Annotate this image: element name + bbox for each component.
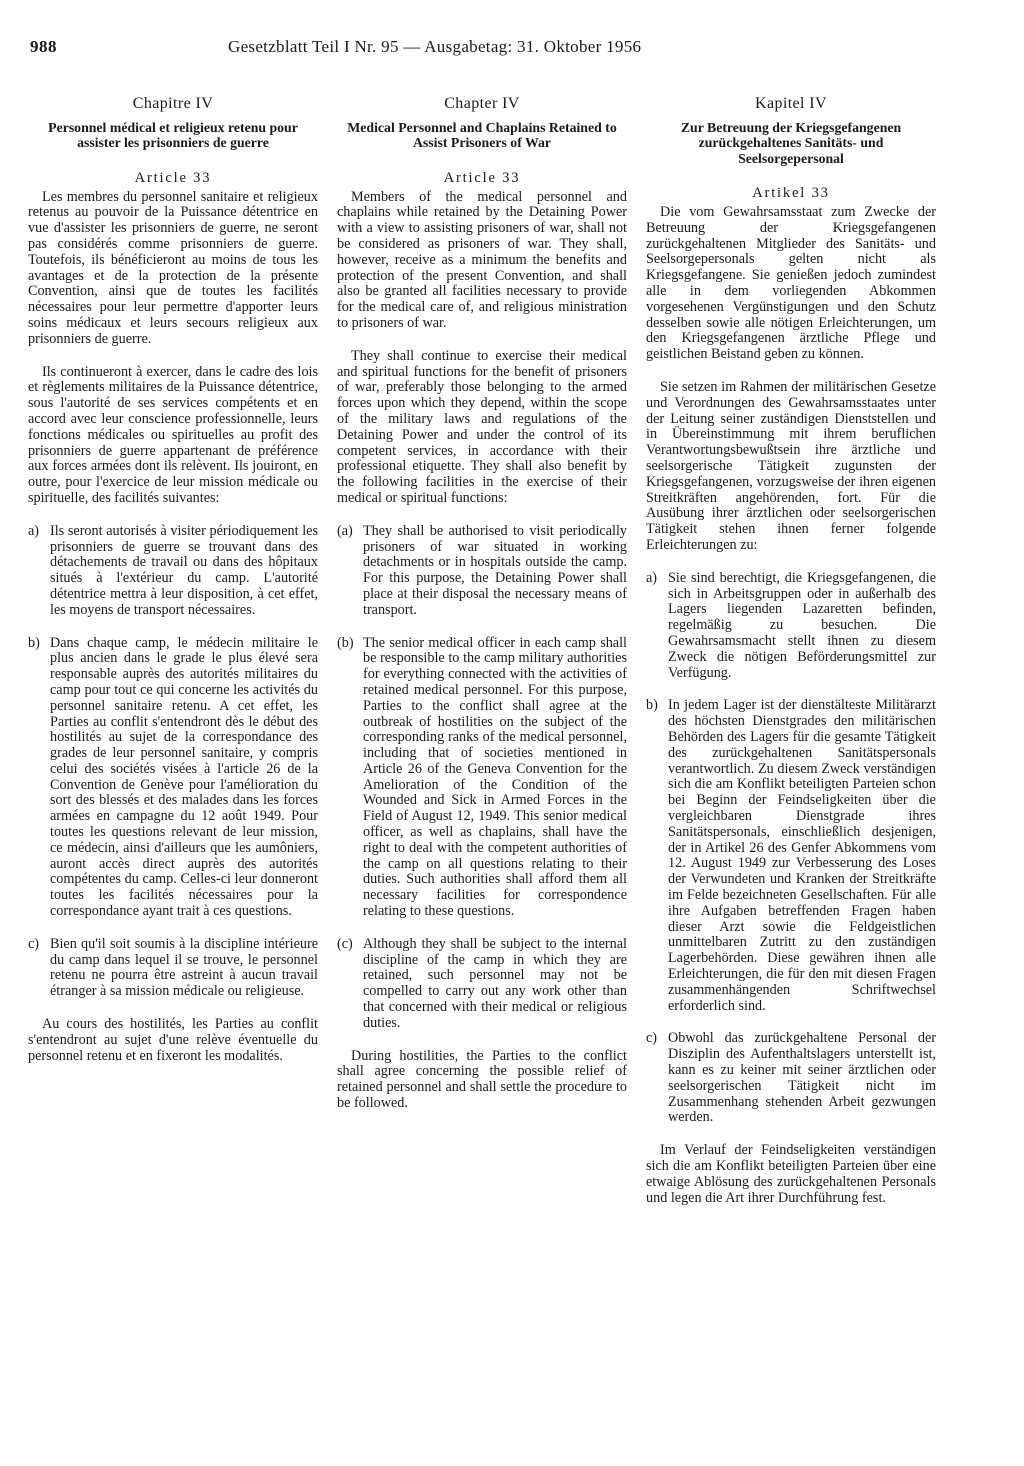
item-label: b) [28, 634, 40, 651]
chapter-heading-fr: Chapitre IV [132, 95, 214, 112]
item-label: (c) [337, 935, 353, 952]
item-text: Ils seront autorisés à visiter périodiquement les prisonniers de guerre se trouvant dans des détachements de travail ou dans des hôpitaux situés à l'extérieur du camp. L'autorité détentrice mettra à leur disposition, à cet effet, les moyens de transport nécessaires. [50, 522, 318, 618]
chapter-heading-de: Kapitel IV [755, 95, 827, 112]
list-item-fr-a [28, 524, 318, 619]
item-label: c) [646, 1030, 658, 1047]
list-item-fr-c [28, 937, 318, 1000]
article-heading-de: Artikel 33 [752, 185, 830, 202]
item-text: Although they shall be subject to the internal discipline of the camp in which they are retained, such personnel may not be compelled to carry out any work other than that concerned with their medical or religious duties. [363, 935, 627, 1031]
item-label: a) [28, 522, 40, 539]
list-item-fr-b [28, 636, 318, 920]
paragraph-en-1: Members of the medical personnel and chaplains while retained by the Detaining Power with a view to assisting prisoners of war, shall not be considered as prisoners of war. They shall, however, receive as a minimum the benefits and protection of the present Convention, and shall also be granted all facilities necessary to provide for the medical care of, and religious ministration to prisoners of war. [337, 188, 627, 331]
column-english [337, 96, 627, 1129]
item-label: b) [646, 697, 658, 714]
item-text: Sie sind berechtigt, die Kriegsgefangenen, die sich in Arbeitsgruppen oder in außerhalb des Lagers liegenden Lazaretten befinden, regelmäßig zu besuchen. Die Gewahrsamsmacht stellt ihnen zu diesem Zweck die nötigen Beförderungsmittel zur Verfügung. [668, 569, 936, 681]
closing-paragraph-de: Im Verlauf der Feindseligkeiten verständigen sich die am Konflikt beteiligten Parteien über eine etwaige Ablösung des zurückgehaltenen Personals und legen die Art ihrer Durchführung fest. [646, 1142, 936, 1206]
paragraph-fr-2: Ils continueront à exercer, dans le cadre des lois et règlements militaires de la Puissance détentrice, sous l'autorité de ses services compétents et en accord avec leur conscience professionnelle, leurs fonctions médicales ou spirituelles au profit des prisonniers de guerre appartenant de préférence aux forces armées dont ils relèvent. Ils jouiront, en outre, pour l'exercice de leur mission médicale ou spirituelle, des facilités suivantes: [28, 363, 318, 506]
item-text: In jedem Lager ist der dienstälteste Militärarzt des höchsten Dienstgrades den militärischen Behörden des Lagers für die gesamte Tätigkeit des zurückgehaltenen Sanitätspersonals verantwortlich. Zu diesem Zweck verständigen sich die am Konflikt beteiligten Parteien schon bei Beginn der Feindseligkeiten über die vergleichbaren Dienstgrade ihres Sanitätspersonals, einschließlich desjenigen, der in Artikel 26 des Genfer Abkommens vom 12. August 1949 zur Verbesserung des Loses der Verwundeten und Kranken der Streitkräfte im Felde bezeichneten Gesellschaften. Für alle ihre Aufgaben betreffenden Fragen haben dieser Arzt sowie die Feldgeistlichen unmittelbaren Zutritt zu den zuständigen Lagerbehörden. Diese gewähren ihnen alle Erleichterungen, die für den mit diesen Fragen zusammenhängenden Schriftwechsel erforderlich sind. [668, 697, 936, 1014]
item-label: c) [28, 935, 40, 952]
item-text: They shall be authorised to visit periodically prisoners of war situated in working detachments or in hospitals outside the camp. For this purpose, the Detaining Power shall place at their disposal the necessary means of transport. [363, 522, 627, 618]
paragraph-de-1: Die vom Gewahrsamsstaat zum Zwecke der Betreuung der Kriegsgefangenen zurückgehaltenen Mitglieder des Sanitäts- und Seelsorgepersonals gelten nicht als Kriegsgefangene. Sie genießen jedoch zumindest alle in dem vorliegenden Abkommen vorgesehenen Vergünstigungen und den Schutz desselben sowie alle nötigen Erleichterungen, um den Kriegsgefangenen ärztliche Pflege und geistlichen Beistand geben zu können. [646, 204, 936, 363]
column-german [646, 96, 936, 1223]
item-label: (a) [337, 522, 353, 539]
chapter-heading-en: Chapter IV [444, 95, 520, 112]
chapter-subtitle-de: Zur Betreuung der Kriegsgefangenen zurückgehaltenes Sanitäts- und Seelsorgepersonal [680, 119, 902, 166]
item-label: a) [646, 569, 658, 586]
list-item-de-a [646, 571, 936, 682]
article-heading-fr: Article 33 [134, 169, 212, 186]
list-item-en-c [337, 937, 627, 1032]
list-item-de-c [646, 1031, 936, 1126]
list-item-en-a [337, 524, 627, 619]
closing-paragraph-fr: Au cours des hostilités, les Parties au conflit s'entendront au sujet d'une relève éventuelle du personnel retenu et en fixeront les modalités. [28, 1016, 318, 1064]
item-text: Obwohl das zurückgehaltene Personal der Disziplin des Aufenthaltslagers unterstellt ist, kann es zu keiner mit seiner ärztlichen oder seelsorgerischen Tätigkeit nicht im Zusammenhang stehenden Arbeit gezwungen werden. [668, 1030, 936, 1126]
paragraph-fr-1: Les membres du personnel sanitaire et religieux retenus au pouvoir de la Puissance détentrice en vue d'assister les prisonniers de guerre, ne seront pas considérés comme prisonniers de guerre. Toutefois, ils bénéficieront au moins de tous les avantages et de la protection de la présente Convention, ainsi que de toutes les facilités nécessaires pour leur permettre d'apporter leurs soins médicaux et leurs secours religieux aux prisonniers de guerre. [28, 188, 318, 347]
item-text: The senior medical officer in each camp shall be responsible to the camp military authorities for everything connected with the activities of retained medical personnel. For this purpose, Parties to the conflict shall agree at the outbreak of hostilities on the subject of the corresponding ranks of the medical personnel, including that of societies mentioned in Article 26 of the Geneva Convention for the Amelioration of the Condition of the Wounded and Sick in Armed Forces in the Field of August 12, 1949. This senior medical officer, as well as chaplains, shall have the right to deal with the competent authorities of the camp on all questions relating to their duties. Such authorities shall afford them all necessary facilities for correspondence relating to these questions. [363, 634, 627, 920]
list-item-en-b [337, 636, 627, 920]
page-header [30, 37, 1000, 65]
item-text: Dans chaque camp, le médecin militaire le plus ancien dans le grade le plus élevé sera responsable auprès des autorités militaires du camp pour tout ce qui concerne les activités du personnel sanitaire retenu. A cet effet, les Parties au conflit s'entendront dès le début des hostilités au sujet de la correspondance des grades de leur personnel sanitaire, y compris celui des sociétés visées à l'article 26 de la Convention de Genève pour l'amélioration du sort des blessés et des malades dans les forces armées en campagne du 12 août 1949. Pour toutes les questions relevant de leur mission, ce médecin, ainsi d'ailleurs que les aumôniers, auront accès direct auprès des autorités compétentes du camp. Celles-ci leur donneront toutes les facilités nécessaires pour la correspondance ayant trait à ces questions. [50, 634, 318, 920]
paragraph-de-2: Sie setzen im Rahmen der militärischen Gesetze und Verordnungen des Gewahrsamsstaates unter der Leitung seiner zuständigen Dienststellen und in Übereinstimmung mit ihrem beruflichen Verantwortungsbewußtsein ihre ärztliche und seelsorgerische Tätigkeit zugunsten der Kriegsgefangenen, vorzugsweise der ihren eigenen Streitkräften angehörenden, fort. Für die Ausübung ihrer ärztlichen oder seelsorgerischen Tätigkeit stehen ihnen ferner folgende Erleichterungen zu: [646, 379, 936, 554]
running-title: Gesetzblatt Teil I Nr. 95 — Ausgabetag: 31. Oktober 1956 [228, 37, 642, 56]
article-heading-en: Article 33 [443, 169, 521, 186]
page-number: 988 [30, 37, 57, 56]
chapter-subtitle-fr: Personnel médical et religieux retenu pour assister les prisonniers de guerre [48, 119, 298, 151]
column-french [28, 96, 318, 1081]
closing-paragraph-en: During hostilities, the Parties to the conflict shall agree concerning the possible relief of retained personnel and shall settle the procedure to be followed. [337, 1047, 627, 1112]
item-text: Bien qu'il soit soumis à la discipline intérieure du camp dans lequel il se trouve, le personnel retenu ne pourra être astreint à aucun travail étranger à sa mission médicale ou religieuse. [50, 935, 318, 1000]
chapter-subtitle-en: Medical Personnel and Chaplains Retained to Assist Prisoners of War [347, 119, 617, 151]
paragraph-en-2: They shall continue to exercise their medical and spiritual functions for the benefit of prisoners of war, preferably those belonging to the armed forces upon which they depend, within the scope of the military laws and regulations of the Detaining Power and under the control of its competent services, in accordance with their professional etiquette. They shall also benefit by the following facilities in the exercise of their medical or spiritual functions: [337, 347, 627, 506]
item-label: (b) [337, 634, 354, 651]
list-item-de-b [646, 698, 936, 1014]
